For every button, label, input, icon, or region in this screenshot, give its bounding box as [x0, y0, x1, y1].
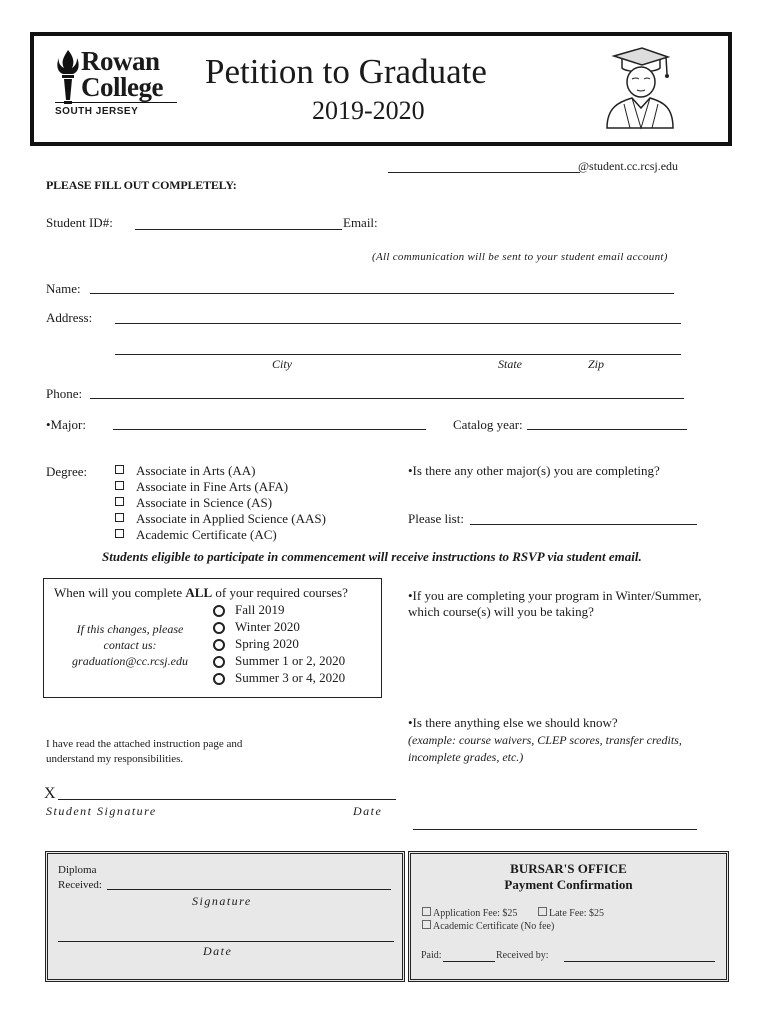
address-line2-field[interactable] — [115, 354, 681, 355]
student-signature-label: Student Signature — [46, 804, 157, 818]
student-id-label: Student ID#: — [46, 215, 113, 230]
page-title: Petition to Graduate — [205, 52, 487, 91]
address-label: Address: — [46, 310, 93, 325]
other-major-question: •Is there any other major(s) you are completing? — [408, 463, 660, 478]
email-label: Email: — [343, 215, 378, 230]
logo-rowan: Rowan — [81, 46, 160, 76]
degree-option-aa: Associate in Arts (AA) — [136, 463, 256, 478]
major-field[interactable] — [113, 429, 426, 430]
bursar-subtitle: Payment Confirmation — [504, 877, 633, 892]
email-prefix-line[interactable] — [388, 172, 580, 173]
bursar-heading — [408, 861, 729, 893]
term-summer-1-2: Summer 1 or 2, 2020 — [235, 653, 346, 668]
application-fee-checkbox[interactable] — [422, 907, 431, 916]
term-winter-2020: Winter 2020 — [235, 619, 300, 634]
paid-field[interactable] — [443, 961, 495, 962]
torch-icon — [55, 48, 81, 108]
certificate-fee-option[interactable]: Academic Certificate (No fee) — [422, 920, 554, 932]
state-label: State — [498, 357, 522, 371]
bursar-title: BURSAR'S OFFICE — [510, 861, 627, 876]
student-id-field[interactable] — [135, 229, 342, 230]
address-line1-field[interactable] — [115, 323, 681, 324]
student-signature-field[interactable] — [58, 799, 396, 800]
diploma-date-field[interactable] — [58, 941, 394, 942]
term-radio-spring-2020[interactable] — [213, 639, 225, 651]
college-logo — [55, 46, 180, 126]
late-fee-option[interactable]: Late Fee: $25 — [538, 907, 604, 919]
diploma-received: Diploma Received: — [58, 864, 102, 891]
page-year: 2019-2020 — [312, 96, 425, 125]
received-by-field[interactable] — [564, 961, 715, 962]
degree-option-as: Associate in Science (AS) — [136, 495, 273, 510]
other-majors-field[interactable] — [470, 524, 697, 525]
degree-checkbox-afa[interactable] — [115, 481, 124, 490]
term-radio-summer-3-4[interactable] — [213, 673, 225, 685]
name-label: Name: — [46, 281, 81, 296]
degree-label: Degree: — [46, 464, 88, 479]
application-fee-option[interactable]: Application Fee: $25 — [422, 907, 517, 919]
contact-note: If this changes, please contact us: graduation@cc.rcsj.edu — [72, 622, 188, 668]
completion-question: When will you complete ALL of your required courses? — [54, 585, 348, 600]
paid-label: Paid: — [421, 950, 442, 961]
term-radio-summer-1-2[interactable] — [213, 656, 225, 668]
diploma-signature-label: Signature — [192, 894, 252, 908]
major-label: •Major: — [46, 417, 86, 432]
degree-option-aas: Associate in Applied Science (AAS) — [136, 511, 326, 526]
acknowledgment-text: I have read the attached instruction page and understand my responsibilities. — [46, 738, 243, 765]
received-by-label: Received by: — [496, 950, 549, 961]
term-radio-winter-2020[interactable] — [213, 622, 225, 634]
winter-summer-question: •If you are completing your program in Winter/Summer, which course(s) will you be taking? — [408, 588, 702, 619]
anything-else-question: •Is there anything else we should know? — [408, 715, 618, 730]
degree-checkbox-as[interactable] — [115, 497, 124, 506]
anything-else-example: (example: course waivers, CLEP scores, transfer credits, incomplete grades, etc.) — [408, 733, 682, 764]
diploma-date-label: Date — [203, 944, 233, 958]
certificate-fee-checkbox[interactable] — [422, 920, 431, 929]
diploma-received-field[interactable] — [107, 889, 391, 890]
logo-divider — [55, 102, 177, 103]
late-fee-checkbox[interactable] — [538, 907, 547, 916]
term-radio-fall-2019[interactable] — [213, 605, 225, 617]
degree-option-afa: Associate in Fine Arts (AFA) — [136, 479, 289, 494]
signature-x-mark: X — [44, 785, 56, 802]
catalog-year-label: Catalog year: — [453, 417, 523, 432]
degree-option-ac: Academic Certificate (AC) — [136, 527, 277, 542]
instruction-heading: PLEASE FILL OUT COMPLETELY: — [46, 178, 237, 192]
email-suffix: @student.cc.rcsj.edu — [578, 159, 679, 173]
city-label: City — [272, 357, 292, 371]
name-field[interactable] — [90, 293, 674, 294]
logo-college: College — [81, 72, 163, 102]
email-note: (All communication will be sent to your student email account) — [372, 251, 668, 263]
graduate-icon — [604, 46, 676, 130]
phone-label: Phone: — [46, 386, 83, 401]
degree-checkbox-ac[interactable] — [115, 529, 124, 538]
phone-field[interactable] — [90, 398, 684, 399]
term-summer-3-4: Summer 3 or 4, 2020 — [235, 670, 346, 685]
degree-checkbox-aas[interactable] — [115, 513, 124, 522]
catalog-year-field[interactable] — [527, 429, 687, 430]
term-spring-2020: Spring 2020 — [235, 636, 299, 651]
please-list-label: Please list: — [408, 511, 464, 526]
anything-else-field[interactable] — [413, 829, 697, 830]
degree-checkbox-aa[interactable] — [115, 465, 124, 474]
logo-subtitle: SOUTH JERSEY — [55, 106, 139, 117]
term-fall-2019: Fall 2019 — [235, 602, 285, 617]
zip-label: Zip — [588, 357, 605, 371]
commencement-note: Students eligible to participate in commencement will receive instructions to RSVP via student email. — [102, 549, 642, 564]
signature-date-label: Date — [353, 804, 383, 818]
